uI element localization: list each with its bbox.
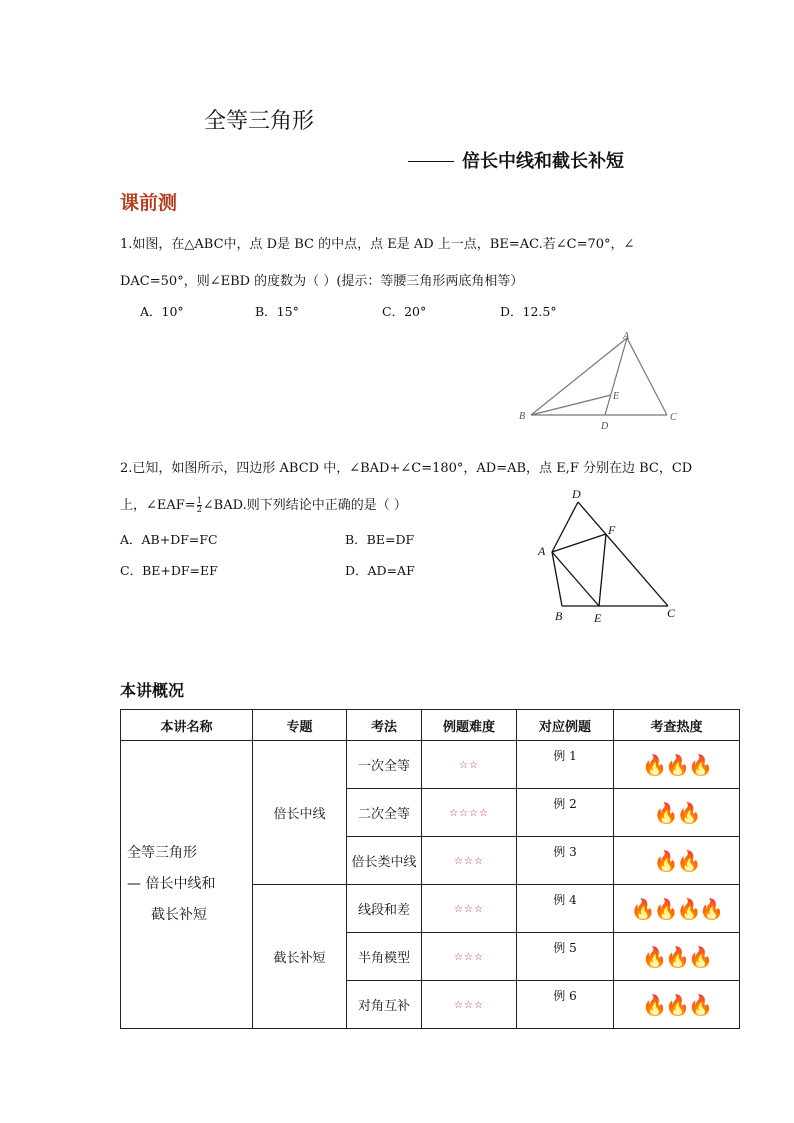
q2-option-d: D．AD=AF [345, 563, 415, 578]
q2-fraction [197, 497, 202, 514]
label-f: F [608, 523, 616, 537]
q1-option-d: D．12.5° [500, 304, 557, 319]
difficulty-stars-icon: ☆☆☆ [454, 1000, 484, 1011]
difficulty-stars-icon: ☆☆ [459, 760, 479, 771]
segment-ef [599, 534, 606, 606]
example-cell: 例 2 [517, 789, 614, 837]
q2-line2 [120, 494, 407, 514]
label-c: C [670, 412, 677, 423]
flame-icon: 🔥🔥🔥 [642, 992, 711, 1017]
segment-ab [552, 552, 562, 606]
label-b: B [555, 609, 563, 623]
topic-cell: 截长补短 [253, 885, 347, 1029]
fraction-denominator: 2 [196, 505, 202, 514]
q1-triangle-figure [505, 325, 695, 440]
header-heat: 考查热度 [614, 710, 740, 741]
example-cell: 例 3 [517, 837, 614, 885]
q1-option-a: A．10° [140, 304, 184, 319]
example-cell: 例 4 [517, 885, 614, 933]
difficulty-cell [422, 981, 517, 1029]
q1-option-c: C．20° [382, 304, 427, 319]
method-cell: 线段和差 [347, 885, 422, 933]
segment-ae [552, 552, 599, 606]
lesson-name-line: 截长补短 [151, 907, 207, 923]
method-cell: 倍长类中线 [347, 837, 422, 885]
q2-option-c: C．BE+DF=EF [120, 563, 218, 578]
subtitle-dash [408, 161, 454, 162]
overview-heading: 本讲概况 [120, 681, 185, 700]
q2-quadrilateral-figure [530, 488, 690, 628]
example-cell: 例 5 [517, 933, 614, 981]
segment-dc [578, 502, 668, 606]
label-c: C [667, 606, 676, 620]
header-difficulty: 例题难度 [422, 710, 517, 741]
topic-cell: 倍长中线 [253, 741, 347, 885]
q2-line1: 2.已知，如图所示，四边形 ABCD 中，∠BAD+∠C=180°，AD=AB，点 E,F 分别在边 BC，CD [120, 461, 693, 476]
subtitle-text: 倍长中线和截长补短 [462, 151, 624, 172]
label-e: E [594, 611, 602, 625]
heat-cell [614, 981, 740, 1029]
q2-line2-start: 上，∠EAF= [120, 498, 196, 513]
document-title: 全等三角形 [204, 109, 315, 134]
header-lesson-name: 本讲名称 [121, 710, 253, 741]
difficulty-stars-icon: ☆☆☆ [454, 952, 484, 963]
flame-icon: 🔥🔥 [653, 848, 700, 873]
difficulty-cell [422, 837, 517, 885]
lesson-name-cell [121, 741, 253, 1029]
method-cell: 一次全等 [347, 741, 422, 789]
difficulty-cell [422, 741, 517, 789]
difficulty-cell [422, 789, 517, 837]
header-topic: 专题 [253, 710, 347, 741]
method-cell: 二次全等 [347, 789, 422, 837]
difficulty-cell [422, 885, 517, 933]
lesson-name-line: 全等三角形 [127, 845, 197, 861]
flame-icon: 🔥🔥🔥🔥 [630, 896, 723, 921]
difficulty-stars-icon: ☆☆☆ [454, 856, 484, 867]
difficulty-stars-icon: ☆☆☆ [454, 904, 484, 915]
heat-cell [614, 933, 740, 981]
flame-icon: 🔥🔥 [653, 800, 700, 825]
difficulty-cell [422, 933, 517, 981]
q1-line1: 1.如图，在△ABC中，点 D是 BC 的中点，点 E是 AD 上一点，BE=AC.若∠C=70°，∠ [120, 237, 635, 252]
flame-icon: 🔥🔥🔥 [642, 944, 711, 969]
table-header-row [121, 710, 740, 741]
lesson-name-line: — 倍长中线和 [127, 876, 216, 892]
difficulty-stars-icon: ☆☆☆☆ [449, 808, 489, 819]
flame-icon: 🔥🔥🔥 [642, 752, 711, 777]
pre-test-heading: 课前测 [120, 192, 178, 214]
header-method: 考法 [347, 710, 422, 741]
label-b: B [519, 411, 526, 422]
label-a: A [538, 544, 546, 558]
document-subtitle [408, 147, 624, 173]
label-a: A [623, 331, 630, 342]
q2-option-a: A．AB+DF=FC [120, 532, 218, 547]
q1-line2: DAC=50°，则∠EBD 的度数为（ ）(提示：等腰三角形两底角相等） [120, 274, 524, 289]
q2-line2-end: ∠BAD.则下列结论中正确的是（ ） [202, 498, 407, 513]
fraction-numerator: 1 [196, 496, 202, 505]
overview-table [120, 709, 740, 1029]
table-row [121, 741, 740, 789]
header-example: 对应例题 [517, 710, 614, 741]
q2-option-b: B．BE=DF [345, 532, 415, 547]
segment-ad [605, 338, 627, 415]
heat-cell [614, 837, 740, 885]
heat-cell [614, 741, 740, 789]
method-cell: 对角互补 [347, 981, 422, 1029]
segment-ac [627, 338, 667, 415]
example-cell: 例 6 [517, 981, 614, 1029]
label-d: D [601, 421, 609, 432]
q1-option-b: B．15° [255, 304, 299, 319]
heat-cell [614, 789, 740, 837]
label-e: E [613, 391, 620, 402]
heat-cell [614, 885, 740, 933]
method-cell: 半角模型 [347, 933, 422, 981]
label-d: D [572, 488, 581, 501]
example-cell: 例 1 [517, 741, 614, 789]
